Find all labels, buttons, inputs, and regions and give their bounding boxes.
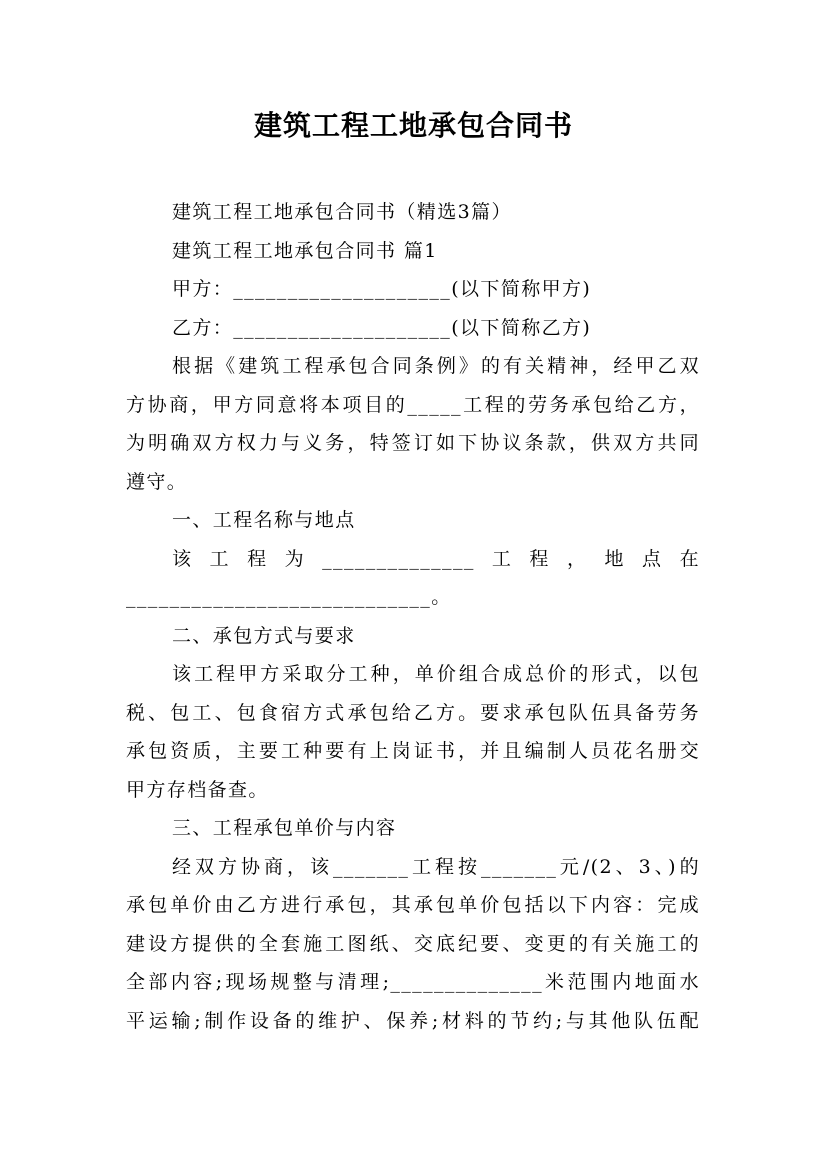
- paragraph-line: 方协商，甲方同意将本项目的_____工程的劳务承包给乙方，: [126, 393, 700, 416]
- paragraph-line: 遵守。: [126, 470, 188, 493]
- paragraph-line: 建设方提供的全套施工图纸、交底纪要、变更的有关施工的: [126, 932, 700, 955]
- section-heading-line: 建筑工程工地承包合同书 篇1: [172, 239, 438, 262]
- clause-heading-2: 二、承包方式与要求: [172, 624, 356, 647]
- document-body: [126, 193, 700, 1040]
- paragraph-line: 承包单价由乙方进行承包，其承包单价包括以下内容：完成: [126, 894, 700, 916]
- paragraph-line: 为明确双方权力与义务，特签订如下协议条款，供双方共同: [126, 432, 700, 454]
- paragraph-line: 该工程为______________工程，地点在: [172, 547, 700, 570]
- paragraph-line: 甲方存档备查。: [126, 778, 269, 801]
- paragraph-line: 根据《建筑工程承包合同条例》的有关精神，经甲乙双: [172, 355, 700, 377]
- party-a-line: 甲方：____________________(以下简称甲方): [172, 278, 592, 300]
- party-b-line: 乙方：____________________(以下简称乙方): [172, 316, 592, 339]
- clause-heading-1: 一、工程名称与地点: [172, 509, 356, 531]
- paragraph-line: ____________________________。: [126, 586, 452, 608]
- paragraph-line: 承包资质，主要工种要有上岗证书，并且编制人员花名册交: [126, 740, 700, 762]
- document-title: 建筑工程工地承包合同书: [253, 109, 573, 142]
- paragraph-line: 税、包工、包食宿方式承包给乙方。要求承包队伍具备劳务: [126, 701, 700, 724]
- paragraph-line: 该工程甲方采取分工种，单价组合成总价的形式，以包: [172, 663, 700, 685]
- paragraph-line: 经双方协商，该_______工程按_______元/(2、3、)的: [172, 855, 700, 878]
- subtitle-line: 建筑工程工地承包合同书（精选3篇）: [172, 201, 512, 223]
- paragraph-line: 全部内容;现场规整与清理;______________米范围内地面水: [126, 971, 700, 993]
- paragraph-line: 平运输;制作设备的维护、保养;材料的节约;与其他队伍配: [126, 1009, 700, 1032]
- clause-heading-3: 三、工程承包单价与内容: [172, 817, 397, 839]
